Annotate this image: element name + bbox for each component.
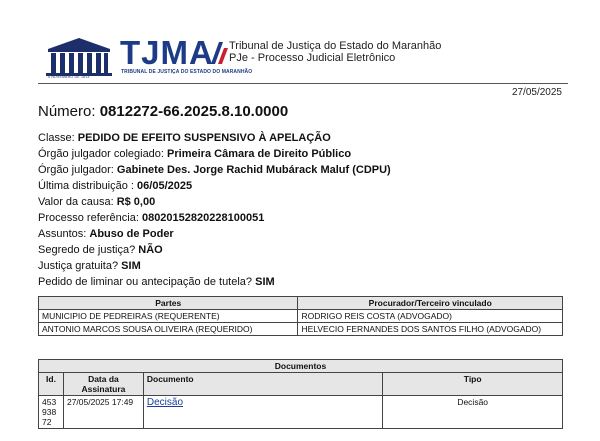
field-value: SIM — [121, 260, 141, 272]
documents-title-row — [39, 360, 563, 373]
tjma-logo: TJMA — [120, 34, 214, 71]
table-row — [39, 396, 563, 429]
parties-table — [38, 296, 563, 336]
field-label: Classe: — [38, 132, 75, 144]
column-header: Partes — [39, 297, 298, 310]
party-cell: ANTONIO MARCOS SOUSA OLIVEIRA (REQUERIDO) — [39, 323, 298, 336]
logo-subtitle: TRIBUNAL DE JUSTIÇA DO ESTADO DO MARANHÃO — [121, 69, 253, 75]
parties-header-row — [39, 297, 563, 310]
documents-table — [38, 359, 563, 429]
field-processo-referencia — [38, 210, 568, 226]
field-value: NÃO — [138, 244, 163, 256]
document-link[interactable]: Decisão — [146, 397, 184, 408]
field-assuntos — [38, 226, 568, 242]
field-value: Abuso de Poder — [89, 228, 174, 240]
column-header: Procurador/Terceiro vinculado — [298, 297, 563, 310]
field-value: Primeira Câmara de Direito Público — [167, 148, 352, 160]
case-number-value: 0812272-66.2025.8.10.0000 — [99, 103, 289, 120]
field-value: R$ 0,00 — [116, 196, 156, 208]
table-row — [39, 310, 563, 323]
document-type: Decisão — [383, 396, 563, 429]
logo-stripe-icon — [209, 42, 229, 64]
court-name: Tribunal de Justiça do Estado do Maranhão — [229, 40, 442, 52]
case-number — [38, 103, 288, 120]
field-label: Última distribuição : — [38, 180, 134, 192]
field-value: 06/05/2025 — [137, 180, 193, 192]
issue-date: 27/05/2025 — [511, 87, 562, 98]
documents-title: Documentos — [39, 360, 563, 373]
field-label: Segredo de justiça? — [38, 244, 136, 256]
document-date: 27/05/2025 17:49 — [63, 396, 143, 429]
system-name: PJe - Processo Judicial Eletrônico — [229, 52, 396, 64]
party-cell: MUNICIPIO DE PEDREIRAS (REQUERENTE) — [39, 310, 298, 323]
case-fields — [38, 130, 568, 290]
page-header — [38, 33, 568, 83]
field-classe — [38, 130, 568, 146]
field-valor-causa — [38, 194, 568, 210]
field-value: PEDIDO DE EFEITO SUSPENSIVO À APELAÇÃO — [77, 132, 331, 144]
field-label: Órgão julgador colegiado: — [38, 148, 164, 160]
field-value: 08020152820228100051 — [141, 212, 265, 224]
field-label: Órgão julgador: — [38, 164, 114, 176]
table-row — [39, 323, 563, 336]
documents-header-row — [39, 373, 563, 396]
field-value: SIM — [255, 276, 275, 288]
header-divider — [38, 83, 568, 84]
attorney-cell: RODRIGO REIS COSTA (ADVOGADO) — [298, 310, 563, 323]
column-header: Id. — [39, 373, 64, 396]
field-segredo-justica — [38, 242, 568, 258]
seal-caption: 4 NOVEMBRO DE 1813 — [48, 75, 90, 79]
document-cell — [143, 396, 382, 429]
case-number-label: Número: — [38, 103, 96, 120]
column-header: Tipo — [383, 373, 563, 396]
field-orgao-colegiado — [38, 146, 568, 162]
field-label: Assuntos: — [38, 228, 87, 240]
field-pedido-liminar — [38, 274, 568, 290]
document-id: 45393872 — [39, 396, 64, 429]
field-label: Pedido de liminar ou antecipação de tutela? — [38, 276, 253, 288]
attorney-cell: HELVECIO FERNANDES DOS SANTOS FILHO (ADVOGADO) — [298, 323, 563, 336]
field-label: Valor da causa: — [38, 196, 114, 208]
field-label: Processo referência: — [38, 212, 139, 224]
column-header: Documento — [143, 373, 382, 396]
field-value: Gabinete Des. Jorge Rachid Mubárack Maluf (CDPU) — [116, 164, 391, 176]
field-label: Justiça gratuita? — [38, 260, 119, 272]
field-orgao-julgador — [38, 162, 568, 178]
field-justica-gratuita — [38, 258, 568, 274]
column-header: Data da Assinatura — [63, 373, 143, 396]
field-ultima-distribuicao — [38, 178, 568, 194]
